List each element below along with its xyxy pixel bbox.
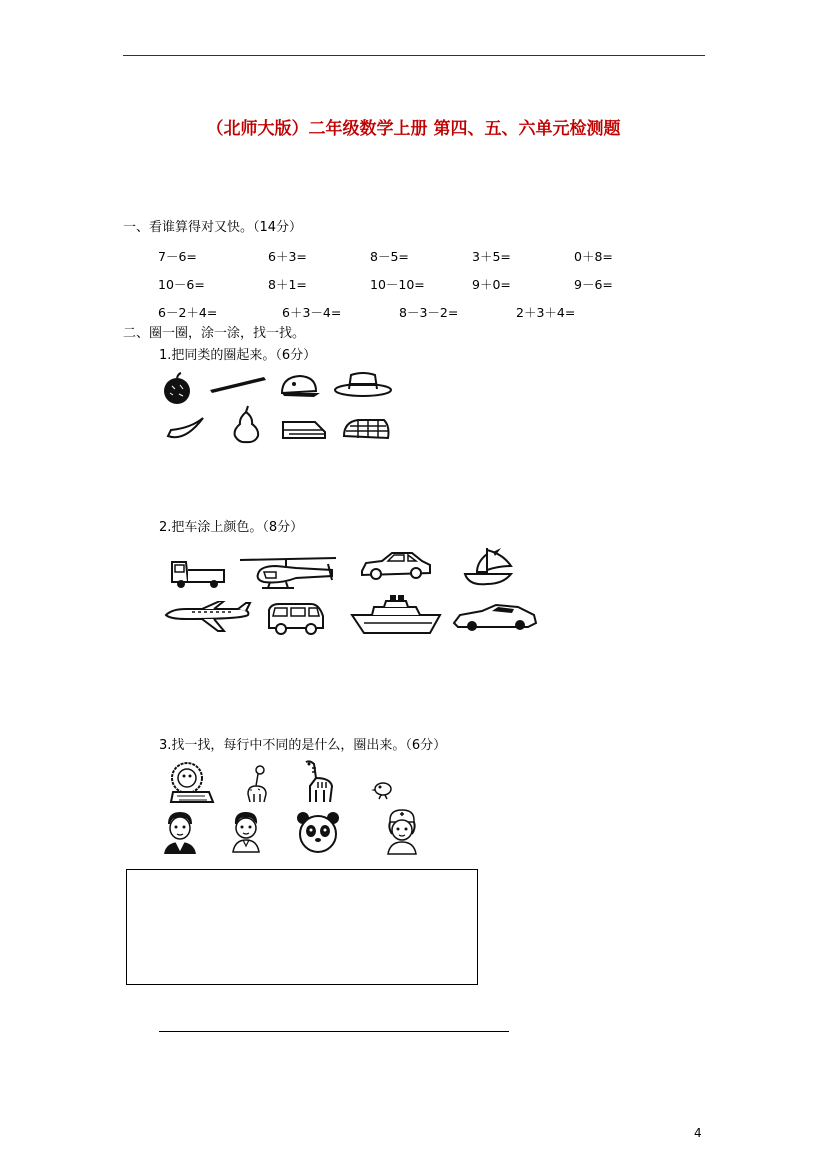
panda-icon[interactable] (295, 810, 341, 854)
equation: 8－3－2= (399, 305, 459, 320)
airplane-icon[interactable] (162, 601, 252, 633)
boy-icon[interactable] (162, 810, 198, 856)
equation: 2＋3＋4= (516, 305, 576, 320)
equation: 8＋1= (268, 277, 307, 292)
header-rule (123, 55, 705, 56)
giraffe-icon[interactable] (242, 764, 272, 804)
bird-icon[interactable] (371, 777, 395, 801)
equation: 8－5= (370, 249, 409, 264)
nurse-icon[interactable] (384, 808, 420, 856)
apple-icon[interactable] (160, 372, 194, 406)
equation: 6－2＋4= (158, 305, 218, 320)
question1-prompt: 1.把同类的圈起来。（6分） (159, 348, 317, 363)
section2-heading: 二、圈一圈，涂一涂，找一找。 (123, 326, 306, 341)
sailboat-icon[interactable] (463, 544, 515, 590)
helicopter-icon[interactable] (236, 554, 340, 594)
page-number: 4 (694, 1126, 702, 1140)
banana-icon[interactable] (165, 414, 207, 444)
folded-pants-icon[interactable] (279, 418, 329, 442)
equation: 0＋8= (574, 249, 613, 264)
cap-icon[interactable] (278, 373, 322, 399)
pear-icon[interactable] (230, 404, 262, 444)
ship-icon[interactable] (350, 593, 444, 637)
sports-car-icon[interactable] (452, 601, 538, 633)
question3-prompt: 3.找一找，每行中不同的是什么，圈出来。（6分） (159, 738, 447, 753)
answer-box[interactable] (126, 869, 478, 985)
equation: 10－6= (158, 277, 205, 292)
folded-sweater-icon[interactable] (340, 416, 392, 444)
equation: 7－6= (158, 249, 197, 264)
hat-icon[interactable] (333, 370, 393, 398)
van-icon[interactable] (265, 600, 327, 636)
equation: 9－6= (574, 277, 613, 292)
truck-icon[interactable] (168, 556, 228, 590)
equation: 10－10= (370, 277, 425, 292)
equation: 9＋0= (472, 277, 511, 292)
equation: 6＋3－4= (282, 305, 342, 320)
lion-icon[interactable] (165, 760, 215, 804)
car-icon[interactable] (358, 547, 434, 583)
pencil-icon[interactable] (208, 374, 268, 394)
equation: 6＋3= (268, 249, 307, 264)
answer-line (159, 1031, 509, 1032)
page-title: （北师大版）二年级数学上册 第四、五、六单元检测题 (206, 119, 621, 139)
section1-heading: 一、看谁算得对又快。（14分） (123, 220, 303, 235)
zebra-icon[interactable] (300, 758, 336, 804)
question2-prompt: 2.把车涂上颜色。（8分） (159, 520, 304, 535)
equation: 3＋5= (472, 249, 511, 264)
boy-icon[interactable] (229, 810, 263, 854)
